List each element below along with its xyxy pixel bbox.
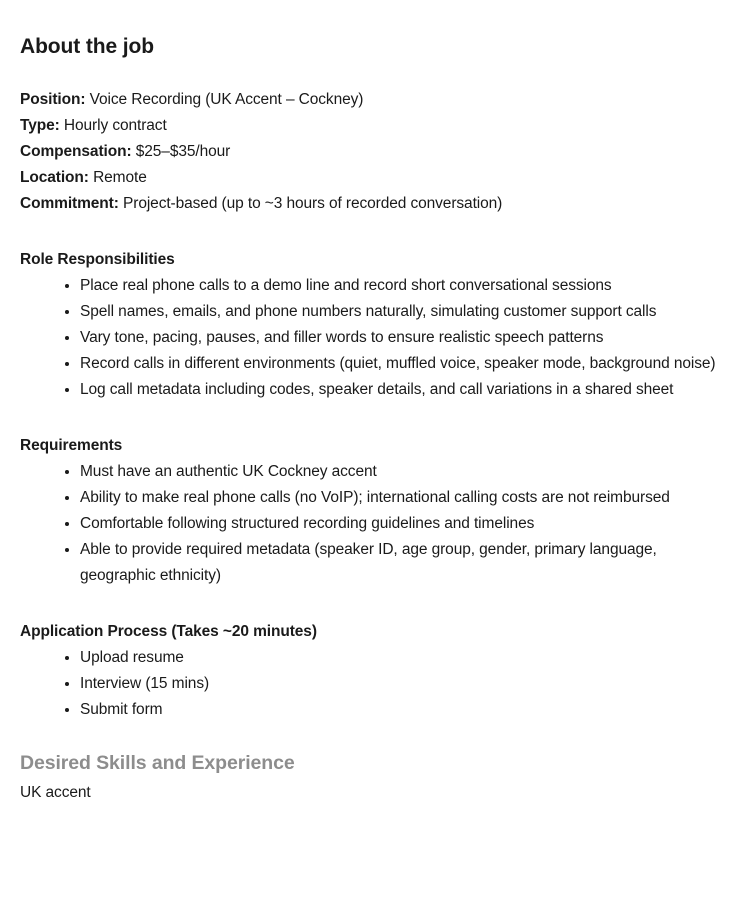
meta-row-commitment <box>20 191 736 217</box>
bullet-item: • Spell names, emails, and phone numbers naturally, simulating customer support calls <box>80 299 725 325</box>
desired-skills-value: UK accent <box>20 784 91 801</box>
section-heading: Role Responsibilities <box>20 251 175 268</box>
bullet-list <box>20 273 736 403</box>
meta-value: Remote <box>93 169 147 186</box>
page-title: About the job <box>20 35 155 58</box>
bullet-item: • Place real phone calls to a demo line and record short conversational sessions <box>80 273 725 299</box>
bullet-item: • Interview (15 mins) <box>80 671 725 697</box>
section-application-process <box>20 619 736 723</box>
bullet-list <box>20 459 736 589</box>
meta-row-compensation <box>20 139 736 165</box>
bullet-item: • Able to provide required metadata (speaker ID, age group, gender, primary language, geographic ethnicity) <box>80 537 725 589</box>
section-heading: Requirements <box>20 437 123 454</box>
bullet-item: • Upload resume <box>80 645 725 671</box>
section-role-responsibilities <box>20 247 736 403</box>
bullet-item: • Vary tone, pacing, pauses, and filler words to ensure realistic speech patterns <box>80 325 725 351</box>
meta-row-type <box>20 113 736 139</box>
bullet-item: • Log call metadata including codes, speaker details, and call variations in a shared sheet <box>80 377 725 403</box>
meta-label: Commitment: <box>20 195 119 212</box>
bullet-item: • Submit form <box>80 697 725 723</box>
meta-label: Position: <box>20 91 86 108</box>
meta-label: Type: <box>20 117 60 134</box>
section-heading: Application Process (Takes ~20 minutes) <box>20 623 317 640</box>
bullet-item: • Ability to make real phone calls (no VoIP); international calling costs are not reimbursed <box>80 485 725 511</box>
meta-row-location <box>20 165 736 191</box>
bullet-item: • Must have an authentic UK Cockney accent <box>80 459 725 485</box>
meta-value: $25–$35/hour <box>135 143 231 160</box>
meta-value: Project-based (up to ~3 hours of recorded conversation) <box>123 195 503 212</box>
meta-row-position <box>20 87 736 113</box>
section-requirements <box>20 433 736 589</box>
meta-label: Compensation: <box>20 143 132 160</box>
desired-skills-heading: Desired Skills and Experience <box>20 752 295 774</box>
meta-value: Hourly contract <box>63 117 167 134</box>
job-meta-block <box>20 87 736 217</box>
bullet-list <box>20 645 736 723</box>
bullet-item: • Record calls in different environments (quiet, muffled voice, speaker mode, background noise) <box>80 351 725 377</box>
meta-label: Location: <box>20 169 89 186</box>
desired-skills-block <box>20 750 736 806</box>
meta-value: Voice Recording (UK Accent – Cockney) <box>89 91 364 108</box>
bullet-item: • Comfortable following structured recording guidelines and timelines <box>80 511 725 537</box>
